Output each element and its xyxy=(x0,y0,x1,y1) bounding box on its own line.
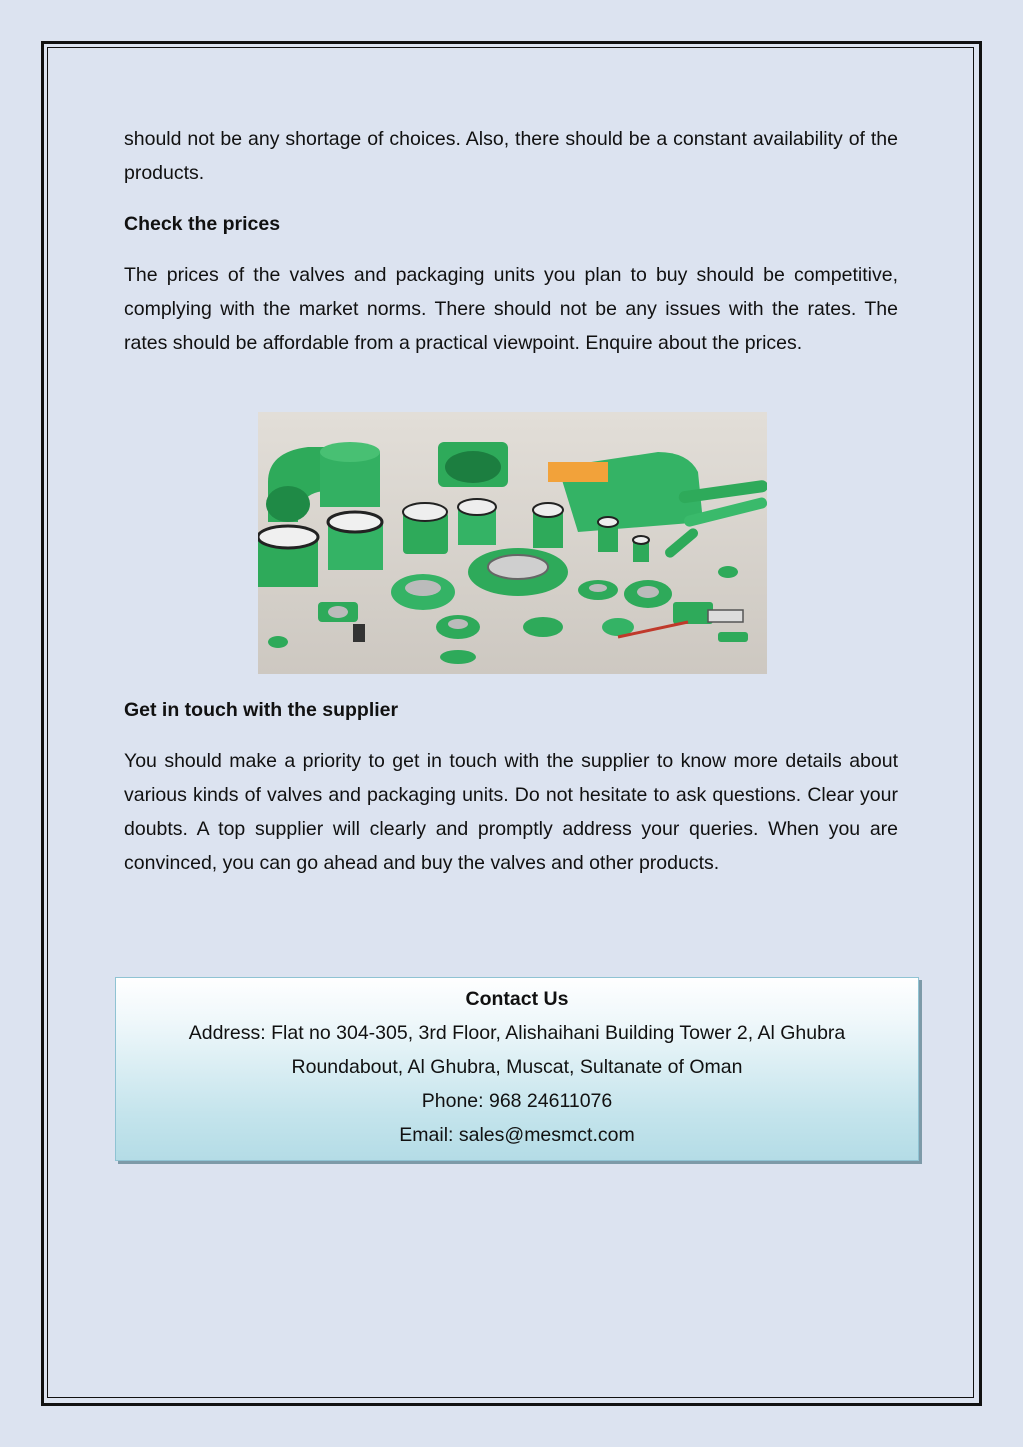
prices-heading: Check the prices xyxy=(124,213,281,235)
contact-title: Contact Us xyxy=(465,988,569,1010)
prices-paragraph: The prices of the valves and packaging units you plan to buy should be competitive, complying with the market norms. There should not be any issues with the rates. The rates should be affordable from a practical viewpoint. Enquire about the prices. xyxy=(124,264,898,354)
pipe-fittings-photo xyxy=(258,412,767,674)
contact-box xyxy=(115,977,919,1161)
intro-paragraph: should not be any shortage of choices. Also, there should be a constant availability of the products. xyxy=(124,128,898,184)
contact-address-line2: Roundabout, Al Ghubra, Muscat, Sultanate of Oman xyxy=(291,1056,743,1078)
contact-address-line1: Address: Flat no 304-305, 3rd Floor, Alishaihani Building Tower 2, Al Ghubra xyxy=(188,1022,846,1044)
contact-phone: Phone: 968 24611076 xyxy=(421,1090,613,1112)
supplier-heading: Get in touch with the supplier xyxy=(124,699,399,721)
supplier-paragraph: You should make a priority to get in touch with the supplier to know more details about various kinds of valves and packaging units. Do not hesitate to ask questions. Clear your doubts. A top supplier will clearly and promptly address your queries. When you are convinced, you can go ahead and buy the valves and other products. xyxy=(124,750,898,874)
document-body-top xyxy=(124,122,898,360)
document-body-bottom xyxy=(124,693,898,880)
contact-email: Email: sales@mesmct.com xyxy=(399,1124,635,1146)
green-pipe-fittings-icon xyxy=(258,412,767,674)
